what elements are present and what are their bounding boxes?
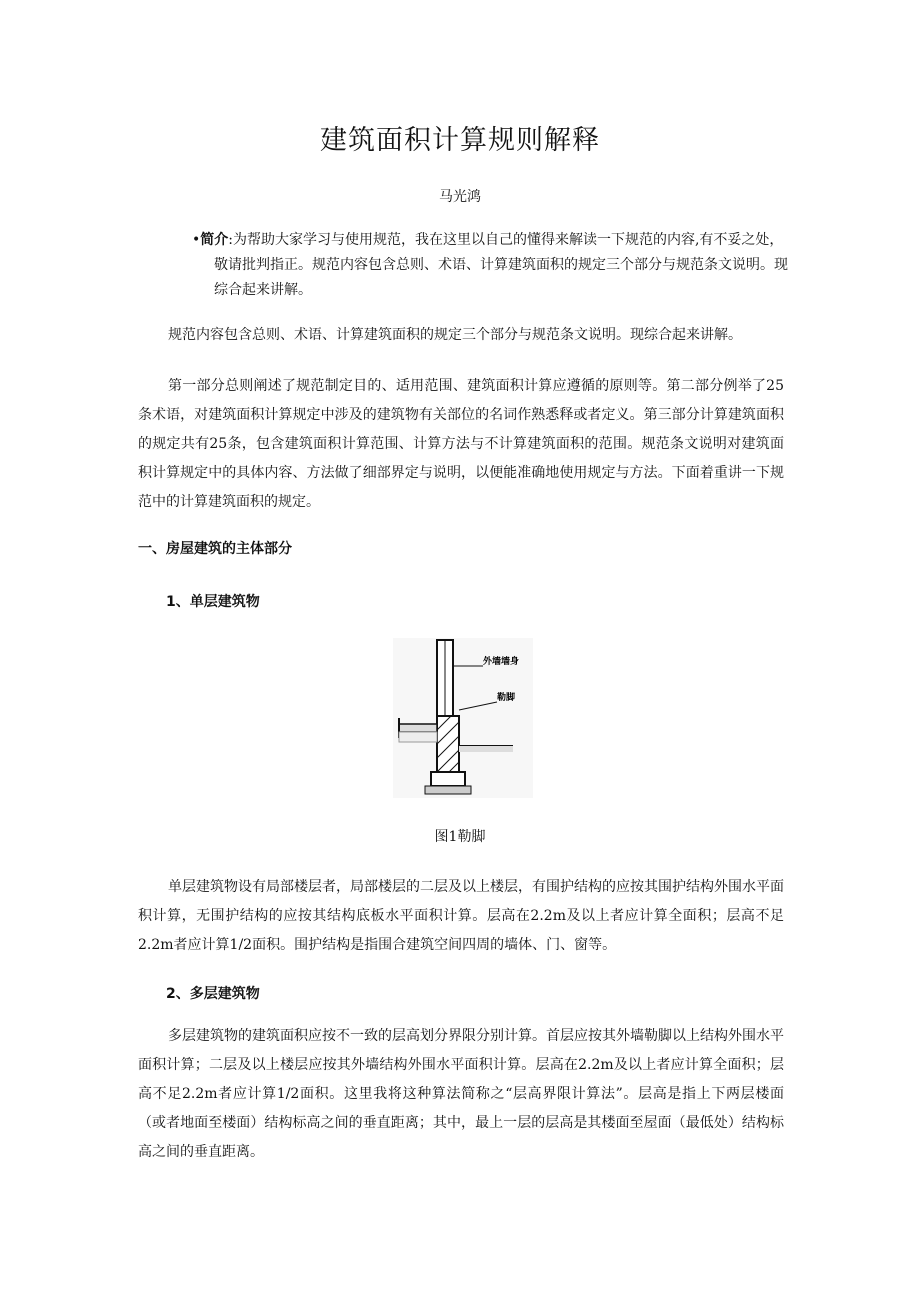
paragraph-parts: 第一部分总则阐述了规范制定目的、适用范围、建筑面积计算应遵循的原则等。第二部分例举了25条术语，对建筑面积计算规定中涉及的建筑物有关部位的名词作熟悉释或者定义。第三部分计算建筑面积的规定共有25条，包含建筑面积计算范围、计算方法与不计算建筑面积的范围。规范条文说明对建筑面积计算规定中的具体内容、方法做了细部界定与说明，以便能准确地使用规定与方法。下面着重讲一下规范中的计算建筑面积的规定。 [138,378,784,510]
paragraph-multi-storey: 多层建筑物的建筑面积应按不一致的层高划分界限分别计算。首层应按其外墙勒脚以上结构外围水平面积计算；二层及以上楼层应按其外墙结构外围水平面积计算。层高在2.2m及以上者应计算全面积；层高不足2.2m者应计算1/2面积。这里我将这种算法简称之“层高界限计算法”。层高是指上下两层楼面（或者地面至楼面）结构标高之间的垂直距离；其中，最上一层的层高是其楼面至屋面（最低处）结构标高之间的垂直距离。 [138,1028,784,1160]
intro-text: :为帮助大家学习与使用规范，我在这里以自己的懂得来解读一下规范的内容,有不妥之处，敬请批判指正。规范内容包含总则、术语、计算建筑面积的规定三个部分与规范条文说明。现综合起来讲解。 [214,232,788,298]
subsection-heading-1: 1、单层建筑物 [166,594,260,610]
intro-text-wrap [192,228,790,303]
figure-caption: 图1勒脚 [434,829,486,845]
document-title: 建筑面积计算规则解释 [320,125,600,156]
intro-bullet: • [192,232,201,248]
section-heading-1: 一、房屋建筑的主体部分 [138,541,292,557]
subsection-heading-2: 2、多层建筑物 [166,986,260,1002]
plinth-diagram [393,638,533,798]
paragraph-overview: 规范内容包含总则、术语、计算建筑面积的规定三个部分与规范条文说明。现综合起来讲解。 [168,327,742,343]
diagram-label-plinth: 勒脚 [497,693,516,703]
intro-block [170,228,790,303]
intro-label: 简介 [200,232,229,248]
paragraph-single-storey: 单层建筑物设有局部楼层者，局部楼层的二层及以上楼层，有围护结构的应按其围护结构外围水平面积计算，无围护结构的应按其结构底板水平面积计算。层高在2.2m及以上者应计算全面积；层高不足2.2m者应计算1/2面积。围护结构是指围合建筑空间四周的墙体、门、窗等。 [138,879,784,953]
author-name: 马光鸿 [439,189,481,205]
diagram-label-wall: 外墙墙身 [483,657,520,667]
